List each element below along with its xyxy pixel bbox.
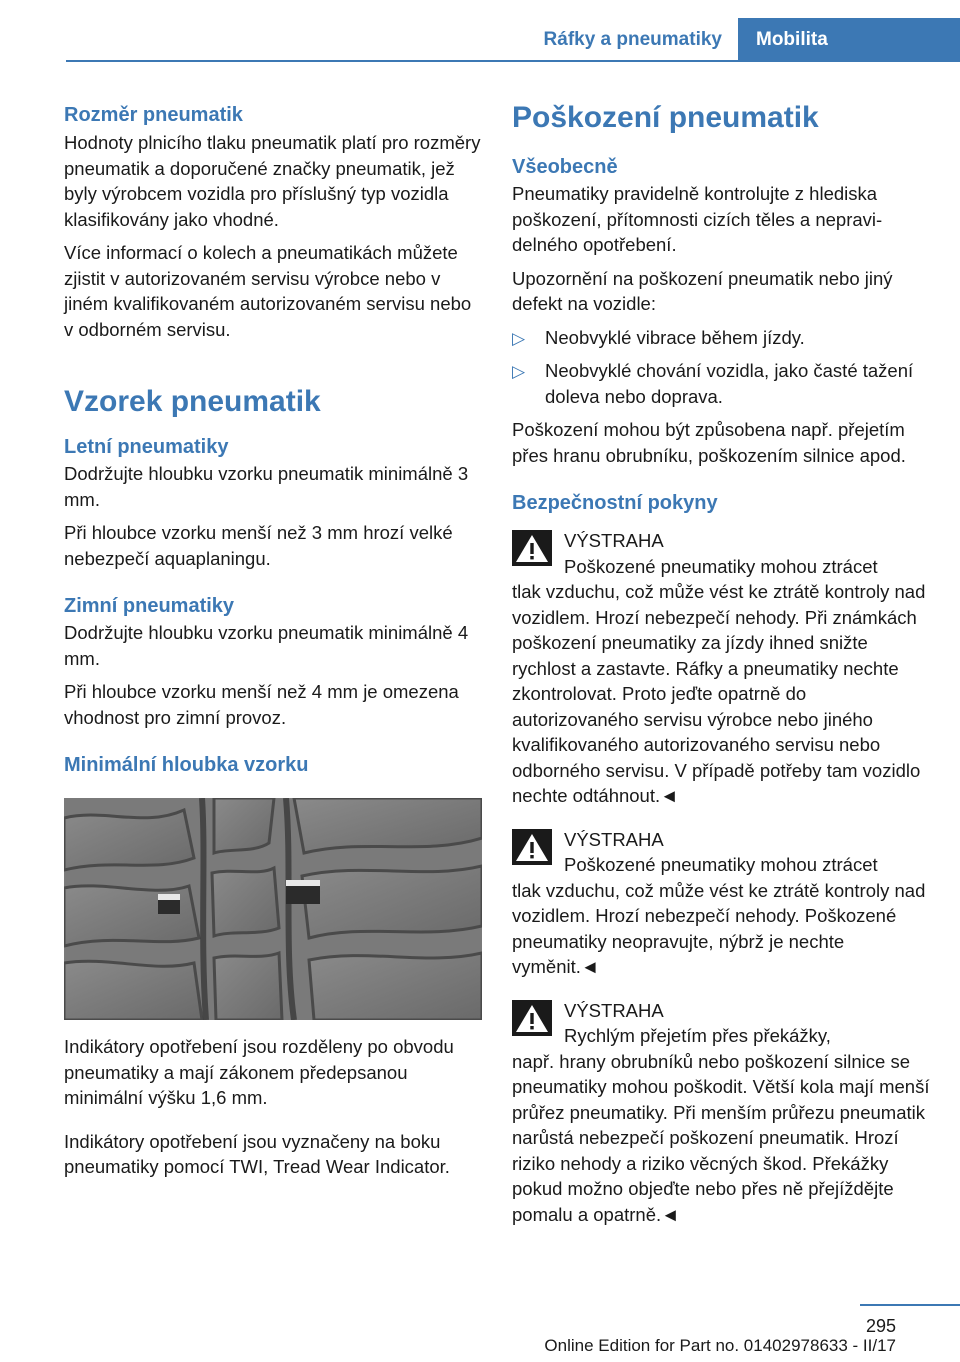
tread-wear-indicator-image [64,798,482,1020]
warning-label: VÝSTRAHA [564,530,664,551]
heading-bezpecnost: Bezpečnostní pokyny [512,492,718,514]
left-column [64,100,482,1180]
warning-triangle-icon [512,530,552,566]
warning-first-line: Rychlým přejetím přes překážky, [564,1025,831,1046]
paragraph: Pneumatiky pravidelně kontrolujte z hlediska poškození, přítomnosti cizích těles a nepravidelného opotřebení. [512,183,883,255]
warning-triangle-icon [512,829,552,865]
warning-text: tlak vzduchu, což může vést ke ztrátě kontroly nad vozidlem. Hrozí nebezpečí nehody. Poškozené pneumatiky neopravujte, nýbrž je nechte vyměnit.◄ [512,879,926,977]
list-item: ▷ Neobvyklé chování vozidla, jako časté tažení doleva nebo doprava. [512,360,914,407]
warning-first-line: Poškozené pneumatiky mohou ztrácet [564,555,878,577]
heading-letni: Letní pneumatiky [64,436,229,458]
warning-text: např. hrany obrubníků nebo poškození silnice se pneumatiky mohou poškodit. Větší kola mají menší průřez pneumatiky. Při menším průřezu pneumatik narůstá nebezpečí poškození pneumatik. Hrozí riziko nehody a riziko věcných škod. Překážky pokud možno objeďte nebo přes ně přejíždějte pomalu a opatrně.◄ [512,1050,930,1225]
paragraph: Dodržujte hloubku vzorku pneumatik minimálně 4 mm. [64,622,469,669]
warning-label: VÝSTRAHA [564,999,664,1021]
paragraph: Více informací o kolech a pneumatikách můžete zjistit v autorizovaném servisu výrobce nebo v jiném kvalifikovaném autorizovaném servisu nebo v odborném servisu. [64,242,472,340]
chapter-tab: Mobilita [738,18,960,60]
heading-vseobecne: Všeobecně [512,156,618,178]
heading-zimni: Zimní pneumatiky [64,595,235,617]
page-number: 295 [865,1316,896,1336]
warning-triangle-icon [512,1000,552,1036]
footer-rule [860,1304,960,1306]
paragraph: Upozornění na poškození pneumatik nebo jiný defekt na vozidle: [512,267,893,314]
triangle-right-icon: ▷ [512,362,526,381]
wear-indicator [286,880,320,904]
warning-text: tlak vzduchu, což může vést ke ztrátě kontroly nad vozidlem. Hrozí nebezpečí nehody. Při známkách poškození pneumatiky za jízdy ihned snižte rychlost a zastavte. Ráfky a pneumatiky nechte zkontrolovat. Proto jeďte opatrně do autorizovaného servisu výrobce nebo jiného kvalifikovaného autorizovaného servisu nebo odborného servisu. V případě potřeby tam vozidlo nechte odtáhnout.◄ [512,581,926,806]
paragraph: Hodnoty plnicího tlaku pneumatik platí pro rozměry pneumatik a doporučené značky pneumatik, jež byly výrobcem vozidla pro příslušný typ vozidla klasifikovány jako vhodné. [64,132,481,230]
paragraph: Dodržujte hloubku vzorku pneumatik minimálně 3 mm. [64,463,469,510]
warning-block [512,827,930,980]
heading-rozmer: Rozměr pneumatik [64,104,243,126]
wear-indicator [158,894,180,914]
edition-note: Online Edition for Part no. 01402978633 - II/17 [544,1336,896,1355]
warning-first-line: Poškozené pneumatiky mohou ztrácet [564,854,878,875]
heading-vzorek: Vzorek pneumatik [64,385,321,418]
paragraph: Při hloubce vzorku menší než 3 mm hrozí velké nebezpečí aquaplaningu. [64,522,453,569]
right-column [512,100,930,1227]
list-item: ▷ Neobvyklé vibrace během jízdy. [512,325,930,351]
page-header [66,18,960,62]
paragraph: Indikátory opotřebení jsou vyznačeny na boku pneumatiky pomocí TWI, Tread Wear Indicator. [64,1130,450,1177]
paragraph: Indikátory opotřebení jsou rozděleny po obvodu pneumatiky a mají zákonem předepsanou minimální výšku 1,6 mm. [64,1036,454,1108]
triangle-right-icon: ▷ [512,328,526,348]
paragraph: Při hloubce vzorku menší než 4 mm je omezena vhodnost pro zimní provoz. [64,681,459,728]
warning-label: VÝSTRAHA [564,828,664,850]
paragraph: Poškození mohou být způsobena např. přejetím přes hranu obrubníku, poškozením silnice apod. [512,419,906,466]
bullet-list [512,325,930,410]
heading-min: Minimální hloubka vzorku [64,754,309,776]
section-tab: Ráfky a pneumatiky [543,29,722,50]
warning-block [512,528,930,809]
heading-poskozeni: Poškození pneumatik [512,101,819,134]
warning-block [512,998,930,1228]
